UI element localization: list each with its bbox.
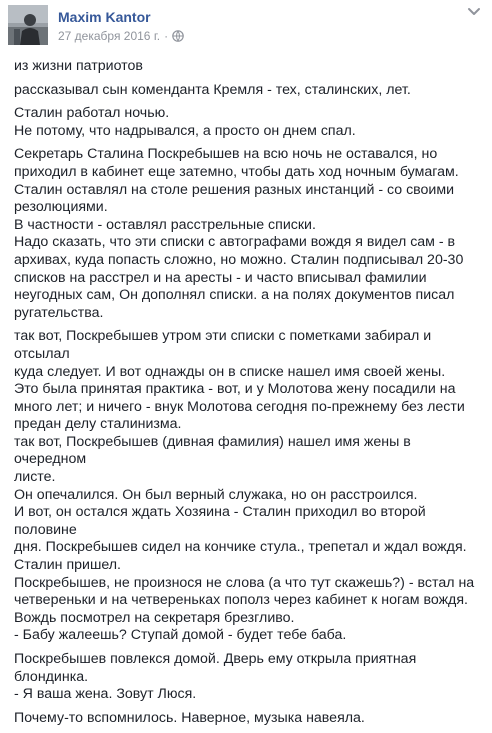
- post-paragraph: Секретарь Сталина Поскребышев на всю ночь не оставался, но приходил в кабинет еще затемно, чтобы дать ход ночным бумагам. Сталин оставлял на столе решения разных инстанций - со своими резолюциями. В частности - оставлял расстрельные списки. Надо сказать, что эти списки с автографами вождя я видел сам - в архивах, куда попасть сложно, но можно. Сталин подписывал 20-30 списков на расстрел и на аресты - и часто вписывал фамилии неугодных сам, Он дополнял списки. а на полях документов писал ругательства.: [14, 146, 464, 321]
- post-meta: [58, 29, 184, 43]
- post-paragraph: Почему-то вспомнилось. Наверное, музыка навеяла.: [14, 709, 365, 726]
- post-paragraph: Поскребышев повлекся домой. Дверь ему открыла приятная блондинка. - Я ваша жена. Зовут Люся.: [14, 651, 417, 703]
- globe-icon[interactable]: [172, 30, 184, 42]
- post-header: [8, 5, 486, 45]
- post-paragraph: Сталин работал ночью. Не потому, что надрывался, а просто он днем спал.: [14, 105, 356, 139]
- avatar[interactable]: [8, 5, 48, 45]
- avatar-image: [8, 5, 48, 45]
- post-date[interactable]: 27 декабря 2016 г.: [58, 29, 161, 43]
- chevron-down-icon[interactable]: [466, 5, 482, 19]
- post-paragraph: рассказывал сын коменданта Кремля - тех, сталинских, лет.: [14, 81, 411, 98]
- post-paragraph: так вот, Поскребышев утром эти списки с пометками забирал и отсылал куда следует. И вот однажды он в списке нашел имя своей жены. Это была принятая практика - вот, и у Молотова жену посадили на много лет; и ничего - внук Молотова сегодня по-прежнему без лести предан делу сталинизма. так вот, Поскребышев (дивная фамилия) нашел имя жены в очередном листе. Он опечалился. Он был верный служака, но он расстроился. И вот, он остался ждать Хозяина - Сталин приходил во второй половине дня. Поскребышев сидел на кончике стула., трепетал и ждал вождя. Сталин пришел. Поскребышев, не произнося не слова (а что тут скажешь?) - встал на четвереньки и на четвереньках пополз через кабинет к ногам вождя. Вождь посмотрел на секретаря брезгливо. - Бабу жалеешь? Ступай домой - будет тебе баба.: [14, 328, 475, 644]
- post-body: [14, 58, 484, 733]
- meta-separator: ·: [164, 29, 169, 43]
- post-paragraph: из жизни патриотов: [14, 58, 143, 74]
- author-name[interactable]: Maxim Kantor: [58, 9, 151, 25]
